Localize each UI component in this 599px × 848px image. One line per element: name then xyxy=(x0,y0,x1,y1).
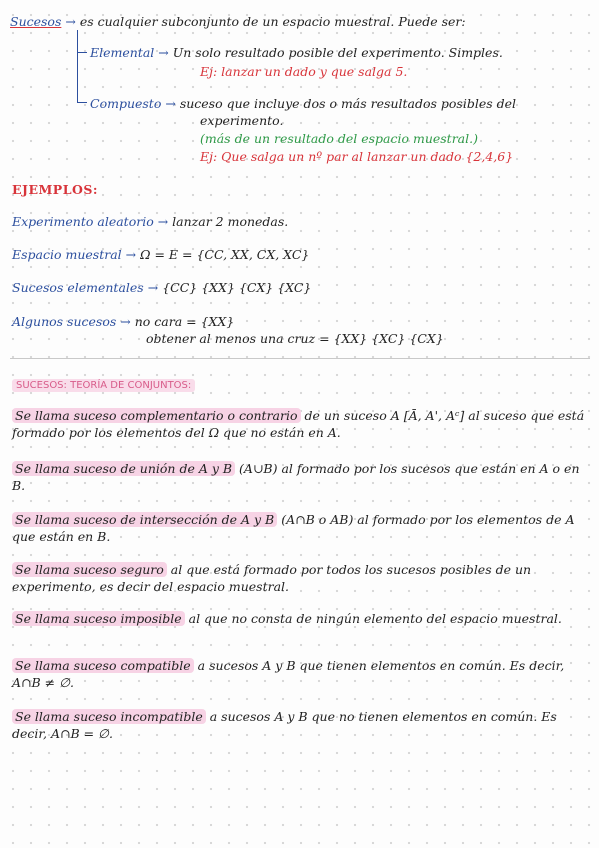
teoria-item-term: Se llama suceso complementario o contrario xyxy=(12,408,301,423)
arrow-icon: → xyxy=(157,214,169,229)
arrow-icon: → xyxy=(120,314,131,329)
teoria-heading-wrap xyxy=(12,376,195,394)
teoria-item-text: de un suceso A [Ā, A', Aᶜ] al suceso que está formado por los elementos del Ω que no están en A. xyxy=(12,408,585,440)
compuesto-label: Compuesto xyxy=(90,96,162,111)
compuesto-text-1: suceso que incluye dos o más resultados posibles del xyxy=(179,96,517,111)
arrow-icon: → xyxy=(147,280,159,295)
arrow-icon: → xyxy=(158,45,169,60)
algunos-value-1: no cara = {XX} xyxy=(134,314,235,329)
teoria-item-term: Se llama suceso seguro xyxy=(12,562,167,577)
arrow-icon: → xyxy=(65,14,76,29)
teoria-item-term: Se llama suceso incompatible xyxy=(12,709,206,724)
tree-branch-elemental xyxy=(77,52,87,53)
elemental-example: Ej: lanzar un dado y que salga 5. xyxy=(200,64,408,79)
arrow-icon: → xyxy=(125,247,137,262)
teoria-item-text: al que no consta de ningún elemento del espacio muestral. xyxy=(184,611,562,626)
compuesto-text-2: experimento. xyxy=(200,113,284,128)
arrow-icon: → xyxy=(165,96,176,111)
teoria-item-imposible xyxy=(12,610,590,627)
tree-connector xyxy=(77,30,78,102)
experimento-label: Experimento aleatorio xyxy=(12,214,154,229)
espacio-line xyxy=(12,247,309,263)
definition-text: es cualquier subconjunto de un espacio muestral. Puede ser: xyxy=(79,14,466,29)
teoria-item-complementario xyxy=(12,407,590,441)
ejemplos-heading: EJEMPLOS: xyxy=(12,182,99,197)
teoria-item-union xyxy=(12,460,590,494)
teoria-item-text: (A∪B) al formado por los sucesos que están en A o en B. xyxy=(12,461,580,493)
experimento-line xyxy=(12,214,288,230)
teoria-item-text: al que está formado por todos los sucesos posibles de un experimento, es decir del espacio muestral. xyxy=(12,562,532,594)
espacio-value: Ω = E = {CC, XX, CX, XC} xyxy=(140,247,310,262)
algunos-label: Algunos sucesos xyxy=(12,314,117,329)
elementales-label: Sucesos elementales xyxy=(12,280,144,295)
section-divider xyxy=(10,358,590,359)
elemental-label: Elemental xyxy=(90,45,155,60)
espacio-label: Espacio muestral xyxy=(12,247,122,262)
compuesto-line xyxy=(90,96,516,112)
experimento-value: lanzar 2 monedas. xyxy=(172,214,289,229)
teoria-item-compatible xyxy=(12,657,590,691)
teoria-item-term: Se llama suceso imposible xyxy=(12,611,185,626)
tree-branch-compuesto xyxy=(77,102,87,103)
elemental-text: Un solo resultado posible del experimento. Simples. xyxy=(172,45,503,60)
teoria-heading: SUCESOS: TEORÍA DE CONJUNTOS: xyxy=(12,379,195,392)
elementales-value: {CC} {XX} {CX} {XC} xyxy=(162,280,312,295)
teoria-item-incompatible xyxy=(12,708,590,742)
teoria-item-term: Se llama suceso de unión de A y B xyxy=(12,461,235,476)
compuesto-note: (más de un resultado del espacio muestral.) xyxy=(200,131,478,146)
definition-line xyxy=(10,14,466,30)
sucesos-term: Sucesos xyxy=(10,14,62,29)
algunos-line xyxy=(12,314,234,330)
elemental-line xyxy=(90,45,503,61)
teoria-item-interseccion xyxy=(12,511,590,545)
teoria-item-text: a sucesos A y B que no tienen elementos en común. Es decir, A∩B = ∅. xyxy=(12,709,557,741)
algunos-value-2: obtener al menos una cruz = {XX} {XC} {CX} xyxy=(146,331,444,346)
teoria-item-text: (A∩B o AB) al formado por los elementos de A que están en B. xyxy=(12,512,575,544)
teoria-item-seguro xyxy=(12,561,590,595)
teoria-item-term: Se llama suceso compatible xyxy=(12,658,194,673)
elementales-line xyxy=(12,280,311,296)
teoria-item-text: a sucesos A y B que tienen elementos en común. Es decir, A∩B ≠ ∅. xyxy=(12,658,565,690)
compuesto-example: Ej: Que salga un nº par al lanzar un dado {2,4,6} xyxy=(200,149,514,164)
teoria-item-term: Se llama suceso de intersección de A y B xyxy=(12,512,277,527)
